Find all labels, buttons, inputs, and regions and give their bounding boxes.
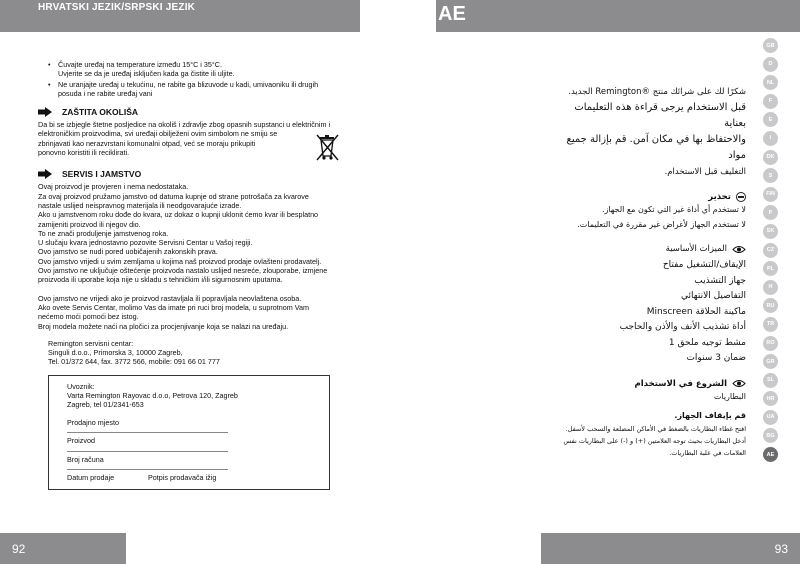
date-of-sale-label: Datum prodaje [67,473,115,483]
caution-section: تحذير لا تستخدم أي أداة غير التي تكون مع الجهاز. لا تستخدم الجهاز لأغراض غير مقررة في التعليمات. [577,192,746,229]
language-tab-sl[interactable]: SL [763,373,778,388]
caution-title: تحذير [708,192,731,202]
feature-item: جهاز التشذيب [694,275,746,286]
language-tab-p[interactable]: P [763,205,778,220]
service-title: SERVIS I JAMSTVO [62,168,142,179]
language-tab-gr[interactable]: GR [763,354,778,369]
features-title: الميزات الأساسية [665,244,727,254]
getting-started-title: الشروع في الاستخدام [634,378,727,389]
language-tab-ro[interactable]: RO [763,336,778,351]
service-section-heading [38,169,360,179]
language-tab-d[interactable]: D [763,57,778,72]
right-header-title: AE [438,3,466,25]
language-tab-h[interactable]: H [763,280,778,295]
feature-item: ماكينة الحلاقة Minscreen [646,306,746,317]
language-tab-sk[interactable]: SK [763,224,778,239]
left-page [0,0,398,564]
language-tab-pl[interactable]: PL [763,261,778,276]
arrow-right-icon [38,169,52,179]
arrow-right-icon [38,107,52,117]
language-tab-i[interactable]: I [763,131,778,146]
feature-item: الإيقاف/التشغيل مفتاح [662,260,746,270]
page-number-right: 93 [774,542,788,556]
left-content [38,60,360,490]
caution-icon [736,192,746,202]
warranty-text: Ovaj proizvod je provjeren i nema nedostataka. Za ovaj proizvod pružamo jamstvo od datuma kupnje od strane potrošača za kvarove nastale uslijed neispravnog materijala ili neodgovarajuće izrade. Ako u jamstvenom roku dođe do kvara, uz dokaz o kupnji uklonit ćemo kvar ili besplatno zamijeniti proizvod ili njegov dio. To ne znači produljenje jamstvenog roka. U slučaju kvara jednostavno pozovite Servisni Centar u Vašoj regiji. Ovo jamstvo se nudi pored uobičajenih zakonskih prava. Ovo jamstvo vrijedi u svim zemljama u kojima naš proizvod prodaje ovlašteni prodavatelj. Ovo jamstvo ne uključuje oštećenje proizvoda nastalo uslijed nesreće, zlouporabe, izmjene proizvoda ili uporabe koja nije u skladu s tehničkim i/ili sigurnosnim uputama. Ovo jamstvo ne vrijedi ako je proizvod rastavljala ili popravljala neovlaštena osoba. Ako ovete Servis Centar, molimo Vas da imate pri ruci broj modela, u suprotnom Vam nećemo moći pomoći bez istog. Broj modela možete naći na pločici za procjenjivanje koja se nalazi na uređaju. [38,182,328,331]
invoice-number-label: Broj računa [67,454,104,464]
step-title: قم بإيقاف الجهاز. [674,410,746,420]
language-tab-fin[interactable]: FIN [763,187,778,202]
language-tab-ru[interactable]: RU [763,298,778,313]
page-number-left: 92 [12,542,26,556]
getting-started-section: الشروع في الاستخدام البطاريات قم بإيقاف الجهاز. افتح غطاء البطاريات بالضغط في الأماكن المضلعة والسحب لأسفل. أدخل البطاريات بحيث توجه العلامتين (+) و (-) على البطاريات نفس العلامات في علبة البطاريات. [560,379,746,459]
safety-bullets [48,60,360,98]
left-header [0,0,360,32]
language-tab-cz[interactable]: CZ [763,243,778,258]
environment-section-heading [38,107,360,117]
arabic-intro: شكرًا لك على شرائك منتج ®Remington الجديد. قبل الاستخدام يرجى قراءة هذه التعليمات بعناية والاحتفاظ بها في مكان آمن. قم بإزالة جميع مواد التغليف قبل الاستخدام. [566,87,746,177]
dash-line: ———————————————————————— [67,445,228,455]
language-tab-nl[interactable]: NL [763,75,778,90]
language-tab-gb[interactable]: GB [763,38,778,53]
dash-line: ———————————————————————— [67,464,228,474]
language-tab-hr[interactable]: HR [763,391,778,406]
bullet-item: • Ne uranjajte uređaj u tekućinu, ne rabite ga blizuvode u kadi, umivaoniku ili drugih posuda i ne rabite uređaj vani [48,80,360,99]
signature-label: Potpis prodavača ižig [148,473,217,483]
right-footer [541,533,800,564]
language-tab-e[interactable]: E [763,112,778,127]
language-tab-bg[interactable]: BG [763,428,778,443]
feature-item: أداة تشذيب الأنف والأذن والحاجب [619,322,746,332]
left-footer [0,533,126,564]
batteries-subtitle: البطاريات [713,391,746,401]
dash-line: ———————————————————————— [67,426,228,436]
left-header-title: HRVATSKI JEZIK/SRPSKI JEZIK [38,2,196,13]
language-tab-ae[interactable]: AE [763,447,778,462]
place-of-sale-label: Prodajno mjesto [67,417,119,427]
warranty-card-box: Uvoznik: Varta Remington Rayovac d.o.o, Petrova 120, Zagreb Zagreb, tel 01/2341-653 Prodajno mjesto ———————————————————————— Proizvod ———————————————————————— Broj računa ———————————————————————— Datum prodaje Potpis prodavača ižig [48,375,330,490]
environment-title: ZAŠTITA OKOLIŠA [62,106,139,117]
feature-item: مشط توجيه ملحق 1 [668,337,746,348]
language-tab-s[interactable]: S [763,168,778,183]
feature-item: التفاصيل الانتهائي [680,291,746,301]
eye-icon [732,245,746,254]
right-header [436,0,800,32]
language-tab-ua[interactable]: UA [763,410,778,425]
language-tab-dk[interactable]: DK [763,150,778,165]
language-tab-f[interactable]: F [763,94,778,109]
bullet-item: • Čuvajte uređaj na temperature između 15°C i 35°C. Uvjerite se da je uređaj isključen kada ga čistite ili uljite. [48,60,360,79]
eye-icon [732,379,746,388]
features-section [560,244,746,367]
feature-item: ضمان 3 سنوات [686,353,746,363]
environment-text: Da bi se izbjegle štetne posljedice na okoliš i zdravlje zbog opasnih supstanci u električnim i elektroničkim proizvodima, svi uređaji obilježeni ovim simbolom ne smiju se zbrinjavati kao nerazvrstani komunalni otpad, već se moraju prikupiti ponovno koristiti ili reciklirati. [38,120,360,157]
language-tabs [763,38,783,466]
right-content [560,84,746,459]
product-label: Proizvod [67,436,95,446]
crossed-bin-icon [314,132,342,162]
service-center-address: Remington servisni centar: Singuli d.o.o., Primorska 3, 10000 Zagreb, Tel. 01/372 644, fax. 3772 566, mobile: 091 66 01 777 [48,338,220,367]
date-signature-row [67,473,311,482]
language-tab-tr[interactable]: TR [763,317,778,332]
